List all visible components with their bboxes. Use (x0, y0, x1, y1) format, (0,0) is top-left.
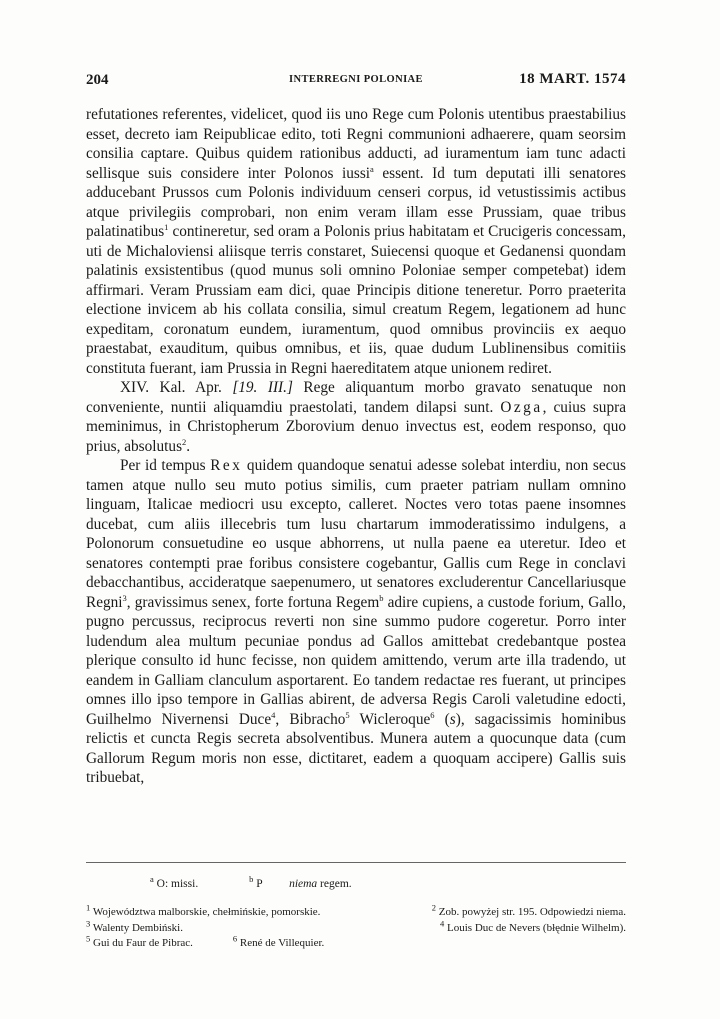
note-1: $^1$ Województwa malborskie, chełmińskie, pomorskie. (86, 902, 321, 918)
footnote-divider (86, 862, 626, 863)
notes-row-1 (86, 902, 626, 921)
footnote-ref-a: a (370, 163, 374, 174)
running-header (86, 70, 626, 92)
page-number: 204 (86, 72, 109, 88)
paragraph-2: XIV. Kal. Apr. [19. III.] Rege aliquantum morbo gravato senatuque non conveniente, nuntii aliquamdiu praestolati, tandem dilapsi sunt. Ozga, cuius supra meminimus, in Christopherum Zborovium denuo invectus est, eodem responso, quo prius, absolutus$^2$. (86, 379, 626, 455)
footnote-ref-b: b (379, 592, 384, 603)
body-text (86, 105, 626, 788)
footnote-ref-4: 4 (271, 709, 276, 720)
footnote-ref-6: 6 (430, 709, 435, 720)
explanatory-notes (86, 902, 626, 952)
note-b: $^b$ P niema regem. (249, 874, 352, 890)
note-5: $^5$ Gui du Faur de Pibrac. (86, 933, 193, 949)
running-title: INTERREGNI POLONIAE (289, 74, 423, 85)
note-6: $^6$ René de Villequier. (232, 933, 325, 949)
footnote-ref-3: 3 (122, 592, 127, 603)
paragraph-1: refutationes referentes, videlicet, quod iis uno Rege cum Polonis utentibus praestabilius esset, decreto iam Reipublicae edito, toti Regni communioni adhaerere, quam seorsim consilia captare. Quibus quidem rationibus adducti, ad iuramentum iam tunc adacti sellisque suis considere inter Polonos iussi$^a$ essent. Id tum deputati illi senatores adducebant Prussos cum Polonis individuum censeri corpus, id vetustissimis actibus atque privilegiis comprobari, non enim veram illam esse Prussiam, quae tribus palatinatibus$^1$ contineretur, sed oram a Polonis prius habitatam et Crucigeris concessam, uti de Michaloviensi aliisque terris constaret, Suiecensi quoque et Gedanensi quondam palatinis exsistentibus (quod munus soli omnino Poloniae semper competebat) idem affirmari. Veram Prussiam eam dici, quae Principis ditione teneretur. Porro praeterita electione invicem ab his collata consilia, simul creatum Regem, legationem ad hunc expeditam, coronatum eundem, iuramentum, quod omnibus provinciis ex aequo praestabat, exauditum, quibus omnibus, et iis, quae dudum Lublinensibus comitiis constituta fuerant, iam Prussia in Regni haereditatem atque unionem rediret. (86, 106, 626, 377)
footnote-ref-5: 5 (345, 709, 350, 720)
header-date: 18 MART. 1574 (519, 71, 626, 87)
paragraph-3: Per id tempus Rex quidem quandoque senatui adesse solebat interdiu, non secus tamen atque nullo seu muto potius similis, cum praeter patriam nullam omnino linguam, Italicae mediocri usu excepto, calleret. Noctes vero totas paene insomnes ducebat, cum aliis illecebris tum lusu chartarum immoderatissimo indulgens, a Polonorum consuetudine eo usque abhorrens, ut nulla paene ea uteretur. Ideo et senatores contempti prae foribus consistere cogebantur, Gallis cum Rege in conclavi debacchantibus, accideratque saepenumero, ut senatores excluderentur Cancellariusque Regni$^3$, gravissimus senex, forte fortuna Regem$^b$ adire cupiens, a custode forium, Gallo, pugno percussus, reciprocus reverti non sine summo pudore cogeretur. Porro inter ludendum alea multum pecuniae pondus ad Gallos amittebat credebantque postea plerique consulto id hunc fecisse, non quidem amittendo, verum arte illa tradendo, ut eandem in Galliam clanculum asportarent. Eo tandem redactae res fuerant, ut principes omnes illo ipso tempore in Gallias abirent, de adversa Regis Caroli valetudine edocti, Guilhelmo Nivernensi Duce$^4$, Bibracho$^5$ Wicleroque$^6$ (s), sagacissimis hominibus relictis et cuncta Regis secreta absolventibus. Munera autem a quocunque data (cum Gallorum Regum moris non esse, dictitaret, eadem a quoquam accipere) Gallis suis tribuebat, (86, 457, 627, 786)
footnote-ref-1: 1 (164, 221, 169, 232)
note-a: $^a$ O: missi. (150, 874, 199, 890)
word-rex: Rex (210, 457, 243, 474)
note-2: $^2$ Zob. powyżej str. 195. Odpowiedzi niema. (431, 902, 626, 918)
notes-row-2 (86, 917, 626, 937)
note-3: $^3$ Walenty Dembiński. (86, 917, 183, 934)
note-4: $^4$ Louis Duc de Nevers (błędnie Wilhelm). (440, 917, 626, 934)
notes-row-3 (86, 933, 626, 952)
textual-notes (150, 874, 600, 892)
footnote-ref-2: 2 (182, 436, 187, 447)
date-bracket: [19. III.] (232, 379, 293, 396)
name-ozga: Ozga (500, 398, 543, 416)
